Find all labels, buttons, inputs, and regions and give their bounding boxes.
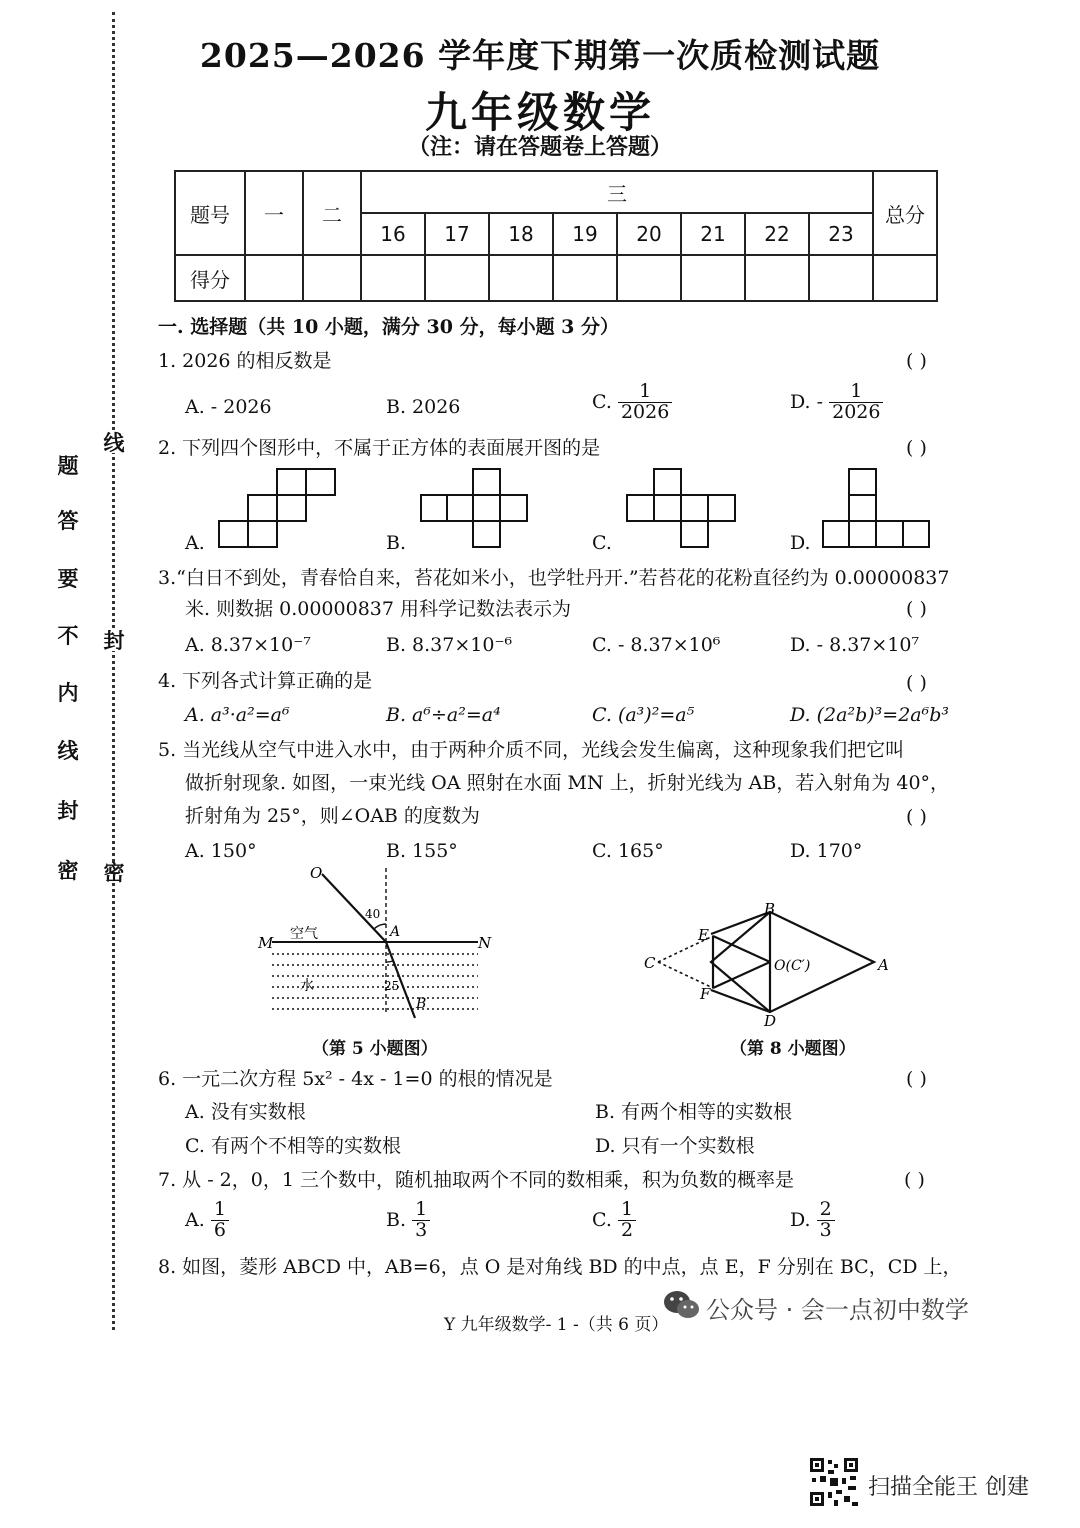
q4-answer-paren: ( ) — [906, 672, 927, 694]
q6-option-c: C. 有两个不相等的实数根 — [185, 1135, 401, 1157]
header-total: 总分 — [873, 171, 937, 255]
header-q22: 22 — [745, 213, 809, 255]
q3-option-c: C. - 8.37×10⁶ — [592, 634, 721, 656]
fraction-denominator: 3 — [819, 1218, 832, 1241]
q2-net-b-figure — [420, 466, 544, 548]
seal-dotted-line — [112, 12, 115, 1330]
seal-warning-char: 答 — [57, 508, 79, 533]
q1-option-b: B. 2026 — [386, 396, 461, 418]
q4-option-d: D. (2a²b)³=2a⁶b³ — [790, 704, 950, 726]
fig8-label-o: O(C′) — [774, 958, 811, 974]
q1-option-c — [592, 382, 672, 423]
q6-option-b: B. 有两个相等的实数根 — [595, 1101, 793, 1123]
q6-answer-paren: ( ) — [906, 1068, 927, 1090]
fraction-numerator: 2 — [817, 1200, 835, 1221]
q4-stem: 4. 下列各式计算正确的是 — [158, 670, 373, 692]
q6-option-d: D. 只有一个实数根 — [595, 1135, 755, 1157]
score-cell — [303, 255, 361, 301]
q4-option-b: B. a⁶÷a²=a⁴ — [386, 704, 501, 726]
fig5-label-air: 空气 — [290, 926, 318, 942]
q1-d-label: D. - — [790, 391, 824, 414]
figure8-rhombus — [640, 900, 900, 1028]
fig5-angle-25: 25 — [384, 979, 400, 993]
header-part-three: 三 — [361, 171, 873, 213]
fig8-label-b: B — [764, 900, 776, 918]
seal-warning-char: 密 — [57, 858, 79, 883]
seal-mark-xian: 线 — [103, 430, 125, 455]
fig5-label-b: B — [416, 996, 427, 1012]
seal-warning-char: 不 — [57, 623, 79, 648]
fig8-label-a: A — [878, 956, 889, 974]
q7-a-fraction — [211, 1200, 229, 1241]
q3-option-b: B. 8.37×10⁻⁶ — [386, 634, 513, 656]
q2-option-b: B. — [386, 532, 407, 554]
score-cell — [809, 255, 873, 301]
q7-b-label: B. — [386, 1209, 407, 1232]
q7-option-c — [592, 1200, 636, 1241]
q7-option-b — [386, 1200, 430, 1241]
q7-d-fraction — [817, 1200, 835, 1241]
q2-option-c: C. — [592, 532, 612, 554]
fig8-label-c: C — [644, 954, 656, 972]
score-cell — [553, 255, 617, 301]
seal-warning-char: 封 — [57, 798, 79, 823]
score-cell — [745, 255, 809, 301]
fig5-angle-40: 40 — [365, 907, 381, 921]
fig5-label-n: N — [478, 934, 492, 952]
fig8-label-f: F — [700, 985, 711, 1003]
fraction-numerator: 1 — [618, 382, 672, 403]
score-cell — [245, 255, 303, 301]
header-q23: 23 — [809, 213, 873, 255]
q1-c-label: C. — [592, 391, 612, 414]
exam-title: 2025—2026 学年度下期第一次质检测试题 — [199, 36, 881, 75]
fraction-denominator: 3 — [415, 1218, 428, 1241]
q3-option-a: A. 8.37×10⁻⁷ — [185, 634, 311, 656]
header-q16: 16 — [361, 213, 425, 255]
fig8-label-e: E — [698, 926, 709, 944]
q4-option-c: C. (a³)²=a⁵ — [592, 704, 695, 726]
q5-stem-line2: 做折射现象. 如图，一束光线 OA 照射在水面 MN 上，折射光线为 AB，若入射角为 40°， — [185, 772, 950, 794]
q7-option-d — [790, 1200, 835, 1241]
figure5-refraction — [250, 862, 500, 1022]
q2-answer-paren: ( ) — [906, 437, 927, 459]
seal-warning-char: 要 — [57, 566, 79, 591]
qr-code-icon — [808, 1456, 860, 1508]
fraction-numerator: 1 — [618, 1200, 636, 1221]
fraction-numerator: 1 — [211, 1200, 229, 1221]
q6-option-a: A. 没有实数根 — [185, 1101, 306, 1123]
seal-warning-char: 内 — [57, 680, 79, 705]
fraction-denominator: 2 — [620, 1218, 634, 1241]
q7-b-fraction — [412, 1200, 430, 1241]
header-q17: 17 — [425, 213, 489, 255]
wechat-icon — [662, 1288, 702, 1322]
header-q21: 21 — [681, 213, 745, 255]
section1-heading: 一. 选择题（共 10 小题，满分 30 分，每小题 3 分） — [158, 316, 620, 338]
q3-stem-line1: 3.“白日不到处，青春恰自来，苔花如米小，也学牡丹开.”若苔花的花粉直径约为 0.00000837 — [158, 567, 950, 589]
q3-stem-line2: 米. 则数据 0.00000837 用科学记数法表示为 — [185, 598, 571, 620]
q5-option-c: C. 165° — [592, 840, 664, 862]
q1-option-d — [790, 382, 883, 423]
fig5-label-a: A — [390, 924, 401, 940]
exam-note: （注：请在答题卷上答题） — [407, 134, 672, 160]
q1-option-a: A. - 2026 — [185, 396, 272, 418]
fig5-label-m: M — [258, 934, 274, 952]
score-cell — [489, 255, 553, 301]
score-table — [174, 170, 938, 302]
q2-option-a: A. — [185, 532, 205, 554]
q1-stem: 1. 2026 的相反数是 — [158, 350, 332, 372]
score-cell — [361, 255, 425, 301]
fraction-numerator: 1 — [412, 1200, 430, 1221]
fig5-label-water: 水 — [300, 978, 314, 994]
exam-subject: 九年级数学 — [424, 88, 655, 137]
seal-mark-mi: 密 — [103, 860, 125, 885]
score-cell — [681, 255, 745, 301]
q5-stem-line3: 折射角为 25°，则∠OAB 的度数为 — [185, 805, 480, 827]
q5-stem-line1: 5. 当光线从空气中进入水中，由于两种介质不同，光线会发生偏离，这种现象我们把它叫 — [158, 739, 905, 761]
scanner-credit: 扫描全能王 创建 — [868, 1475, 1029, 1500]
fig5-label-o: O — [310, 864, 323, 882]
fraction-denominator: 2026 — [832, 400, 881, 423]
q5-option-d: D. 170° — [790, 840, 863, 862]
q7-stem: 7. 从 - 2，0，1 三个数中，随机抽取两个不同的数相乘，积为负数的概率是 — [158, 1169, 794, 1191]
q2-net-c-figure — [626, 466, 740, 548]
q6-stem: 6. 一元二次方程 5x² - 4x - 1=0 的根的情况是 — [158, 1068, 553, 1090]
fraction-denominator: 2026 — [620, 400, 670, 423]
q2-stem: 2. 下列四个图形中，不属于正方体的表面展开图的是 — [158, 437, 601, 459]
figure8-caption: （第 8 小题图） — [730, 1039, 856, 1059]
q7-a-label: A. — [185, 1209, 205, 1232]
header-q20: 20 — [617, 213, 681, 255]
q5-option-a: A. 150° — [185, 840, 257, 862]
header-q19: 19 — [553, 213, 617, 255]
seal-warning-char: 题 — [57, 453, 79, 478]
q7-c-fraction — [618, 1200, 636, 1241]
fig8-label-d: D — [764, 1012, 777, 1028]
fraction-denominator: 6 — [213, 1218, 226, 1241]
page-footer: Y 九年级数学- 1 -（共 6 页） — [444, 1315, 669, 1335]
header-part-one: 一 — [245, 171, 303, 255]
watermark-text: 公众号 · 会一点初中数学 — [706, 1296, 969, 1324]
seal-warning-char: 线 — [57, 738, 79, 763]
score-cell — [617, 255, 681, 301]
q5-option-b: B. 155° — [386, 840, 458, 862]
score-row-label: 得分 — [175, 255, 245, 301]
q5-answer-paren: ( ) — [906, 806, 927, 828]
q7-c-label: C. — [592, 1209, 612, 1232]
q7-option-a — [185, 1200, 229, 1241]
q1-d-fraction — [829, 382, 883, 423]
q2-net-a-figure — [218, 466, 342, 548]
fraction-numerator: 1 — [829, 382, 883, 403]
q7-d-label: D. — [790, 1209, 811, 1232]
seal-mark-feng: 封 — [103, 628, 125, 653]
q1-c-fraction — [618, 382, 672, 423]
header-part-two: 二 — [303, 171, 361, 255]
q2-option-d: D. — [790, 532, 811, 554]
q3-option-d: D. - 8.37×10⁷ — [790, 634, 920, 656]
q4-option-a: A. a³·a²=a⁶ — [185, 704, 290, 726]
q2-net-d-figure — [822, 466, 932, 550]
figure5-caption: （第 5 小题图） — [312, 1039, 438, 1059]
score-cell — [425, 255, 489, 301]
q7-answer-paren: ( ) — [904, 1169, 925, 1191]
q8-stem: 8. 如图，菱形 ABCD 中，AB=6，点 O 是对角线 BD 的中点，点 E，F 分别在 BC，CD 上， — [158, 1256, 962, 1278]
q1-answer-paren: ( ) — [906, 350, 927, 372]
header-question-no: 题号 — [175, 171, 245, 255]
header-q18: 18 — [489, 213, 553, 255]
q3-answer-paren: ( ) — [906, 598, 927, 620]
score-cell — [873, 255, 937, 301]
